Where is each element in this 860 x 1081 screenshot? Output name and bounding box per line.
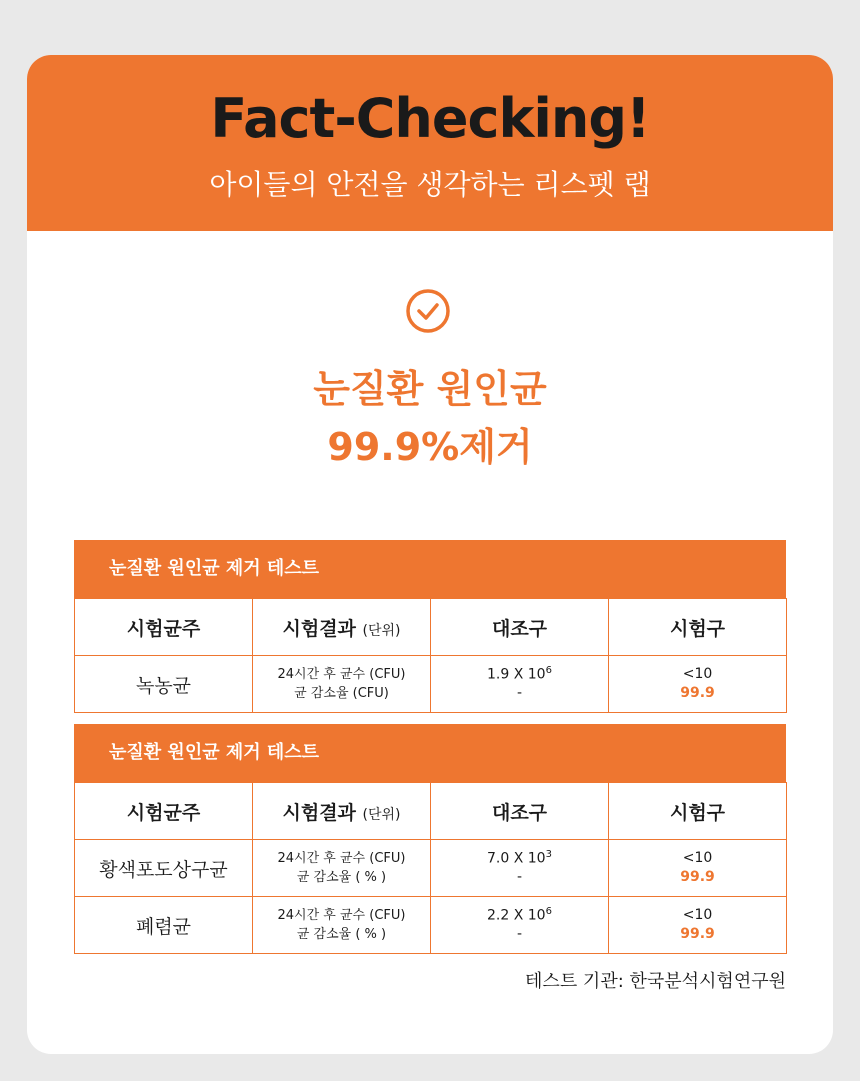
test-reduction: 99.9 xyxy=(680,869,715,885)
header-result xyxy=(253,599,431,656)
result-line1: 24시간 후 균수 (CFU) xyxy=(277,908,406,923)
control-exponent: 6 xyxy=(545,665,552,676)
header-subtitle: 아이들의 안전을 생각하는 리스펫 랩 xyxy=(209,168,651,201)
table-header-row xyxy=(75,599,787,656)
test-reduction: 99.9 xyxy=(680,926,715,942)
test-cell xyxy=(609,656,787,713)
table-header-row xyxy=(75,783,787,840)
headline-line2: 99.9%제거 xyxy=(327,425,533,469)
results-table xyxy=(74,782,787,954)
test-count: <10 xyxy=(682,850,713,866)
control-value xyxy=(431,846,608,868)
control-exponent: 6 xyxy=(545,906,552,917)
table-title: 눈질환 원인균 제거 테스트 xyxy=(74,540,786,598)
test-cell xyxy=(609,897,787,954)
fact-check-card xyxy=(27,55,833,1054)
test-count: <10 xyxy=(682,907,713,923)
header-result-unit: (단위) xyxy=(362,622,401,639)
result-line1: 24시간 후 균수 (CFU) xyxy=(277,667,406,682)
table-title: 눈질환 원인균 제거 테스트 xyxy=(74,724,786,782)
header-result-label: 시험결과 xyxy=(282,617,356,640)
result-cell xyxy=(253,897,431,954)
header-control: 대조구 xyxy=(431,599,609,656)
header-control: 대조구 xyxy=(431,783,609,840)
table-row xyxy=(75,897,787,954)
test-table-1 xyxy=(74,540,786,713)
header-test: 시험구 xyxy=(609,599,787,656)
control-cell xyxy=(431,840,609,897)
result-cell xyxy=(253,656,431,713)
control-base: 7.0 X 10 xyxy=(487,850,546,867)
header-strain: 시험균주 xyxy=(75,599,253,656)
result-cell xyxy=(253,840,431,897)
control-cell xyxy=(431,656,609,713)
result-line2: 균 감소율 (CFU) xyxy=(294,686,389,701)
results-table xyxy=(74,598,787,713)
headline-line1: 눈질환 원인균 xyxy=(313,367,547,411)
table-row xyxy=(75,656,787,713)
header-test: 시험구 xyxy=(609,783,787,840)
test-reduction: 99.9 xyxy=(680,685,715,701)
test-cell xyxy=(609,840,787,897)
sample-name: 황색포도상구균 xyxy=(75,840,253,897)
control-value xyxy=(431,662,608,684)
control-exponent: 3 xyxy=(545,849,552,860)
sample-name: 녹농균 xyxy=(75,656,253,713)
test-institution-note: 테스트 기관: 한국분석시험연구원 xyxy=(525,971,786,992)
control-base: 2.2 X 10 xyxy=(487,907,546,924)
result-line2: 균 감소율 ( % ) xyxy=(296,927,387,942)
control-dash: - xyxy=(516,925,523,942)
test-count: <10 xyxy=(682,666,713,682)
card-header xyxy=(27,55,833,231)
control-value xyxy=(431,903,608,925)
control-dash: - xyxy=(516,684,523,701)
table-row xyxy=(75,840,787,897)
result-line2: 균 감소율 ( % ) xyxy=(296,870,387,885)
result-line1: 24시간 후 균수 (CFU) xyxy=(277,851,406,866)
control-base: 1.9 X 10 xyxy=(487,666,546,683)
header-result xyxy=(253,783,431,840)
control-cell xyxy=(431,897,609,954)
header-result-unit: (단위) xyxy=(362,806,401,823)
header-result-label: 시험결과 xyxy=(282,801,356,824)
header-strain: 시험균주 xyxy=(75,783,253,840)
header-title: Fact-Checking! xyxy=(210,87,650,150)
sample-name: 폐렴균 xyxy=(75,897,253,954)
control-dash: - xyxy=(516,868,523,885)
test-table-2 xyxy=(74,724,786,954)
check-circle-icon xyxy=(404,287,452,335)
